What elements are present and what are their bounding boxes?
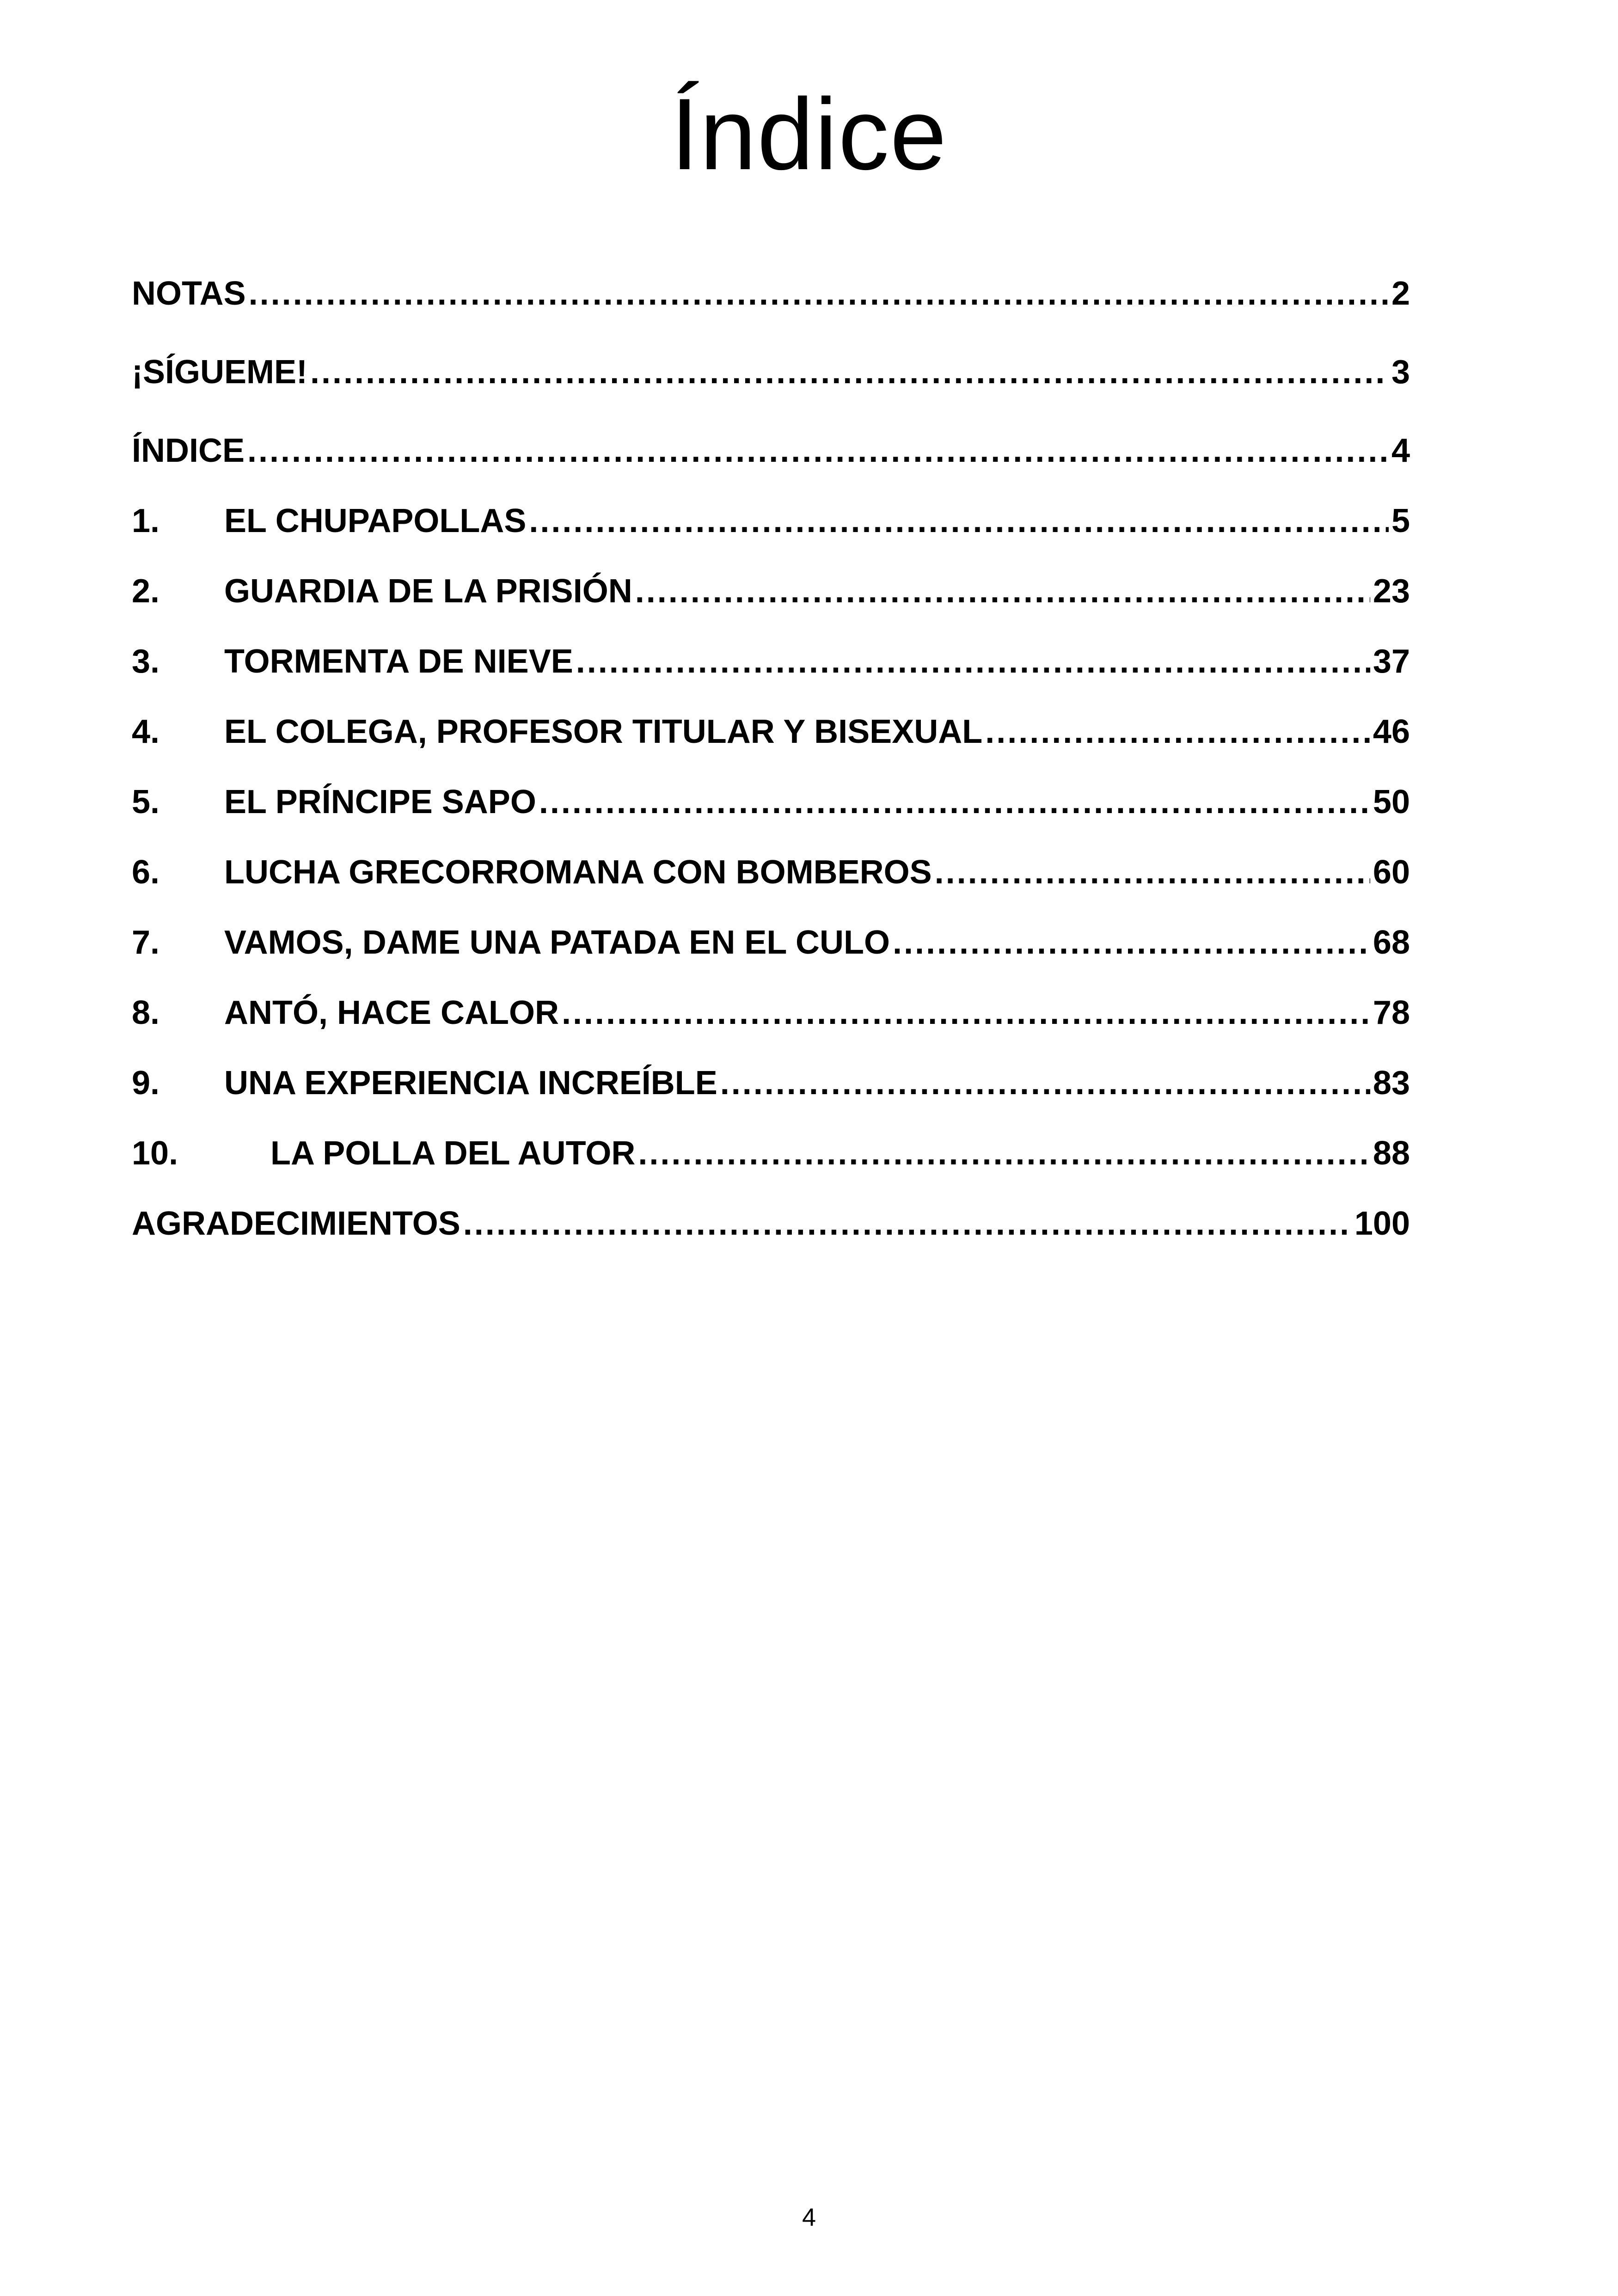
toc-entry-page: 2 bbox=[1391, 275, 1410, 312]
toc-entry-label: ÍNDICE bbox=[132, 432, 245, 469]
toc-entry-chapter-5[interactable] bbox=[132, 781, 1410, 823]
toc-entry-label: LUCHA GRECORROMANA CON BOMBEROS bbox=[224, 854, 932, 891]
toc-leader-dots bbox=[985, 711, 1370, 753]
toc-leader-dots bbox=[576, 641, 1370, 682]
toc-entry-label: ¡SÍGUEME! bbox=[132, 354, 308, 391]
toc-leader-dots bbox=[310, 351, 1389, 393]
toc-entry-chapter-1[interactable] bbox=[132, 500, 1410, 542]
toc-leader-dots bbox=[463, 1203, 1352, 1244]
toc-entry-chapter-6[interactable] bbox=[132, 851, 1410, 893]
toc-entry-chapter-4[interactable] bbox=[132, 711, 1410, 753]
page-title: Índice bbox=[670, 77, 948, 191]
toc-entry-label: EL COLEGA, PROFESOR TITULAR Y BISEXUAL bbox=[224, 713, 983, 750]
toc-leader-dots bbox=[720, 1062, 1370, 1104]
toc-entry-number: 5. bbox=[132, 784, 160, 820]
toc-entry-chapter-7[interactable] bbox=[132, 922, 1410, 963]
toc-entry-chapter-9[interactable] bbox=[132, 1062, 1410, 1104]
toc-leader-dots bbox=[539, 781, 1370, 823]
toc-entry-number: 6. bbox=[132, 854, 160, 891]
toc-leader-dots bbox=[529, 500, 1389, 542]
toc-entry-label: GUARDIA DE LA PRISIÓN bbox=[224, 573, 632, 610]
toc-leader-dots bbox=[562, 992, 1370, 1034]
toc-entry-page: 60 bbox=[1373, 854, 1410, 891]
toc-entry-number: 2. bbox=[132, 573, 160, 610]
toc-leader-dots bbox=[635, 570, 1370, 612]
page-number: 4 bbox=[802, 2204, 816, 2231]
toc-leader-dots bbox=[247, 430, 1389, 471]
toc-entry-chapter-10[interactable] bbox=[132, 1133, 1410, 1174]
toc-entry-page: 3 bbox=[1391, 354, 1410, 391]
toc-entry-number: 4. bbox=[132, 713, 160, 750]
toc-entry-sigueme[interactable] bbox=[132, 351, 1410, 393]
toc-entry-label: TORMENTA DE NIEVE bbox=[224, 643, 573, 680]
toc-entry-label: UNA EXPERIENCIA INCREÍBLE bbox=[224, 1065, 717, 1102]
toc-entry-page: 83 bbox=[1373, 1065, 1410, 1102]
toc-entry-label: AGRADECIMIENTOS bbox=[132, 1205, 460, 1242]
toc-leader-dots bbox=[893, 922, 1370, 963]
toc-entry-indice[interactable] bbox=[132, 430, 1410, 471]
toc-entry-label: EL PRÍNCIPE SAPO bbox=[224, 784, 536, 820]
toc-entry-agradecimientos[interactable] bbox=[132, 1203, 1410, 1244]
toc-leader-dots bbox=[249, 273, 1389, 314]
toc-entry-page: 78 bbox=[1373, 994, 1410, 1031]
toc-entry-chapter-2[interactable] bbox=[132, 570, 1410, 612]
toc-entry-page: 37 bbox=[1373, 643, 1410, 680]
toc-entry-page: 100 bbox=[1354, 1205, 1410, 1242]
toc-entry-page: 5 bbox=[1391, 502, 1410, 539]
toc-entry-label: VAMOS, DAME UNA PATADA EN EL CULO bbox=[224, 924, 890, 961]
toc-entry-page: 4 bbox=[1391, 432, 1410, 469]
toc-entry-number: 7. bbox=[132, 924, 160, 961]
toc-entry-number: 3. bbox=[132, 643, 160, 680]
toc-entry-label: NOTAS bbox=[132, 275, 246, 312]
toc-entry-page: 46 bbox=[1373, 713, 1410, 750]
toc-entry-number: 9. bbox=[132, 1065, 160, 1102]
toc-leader-dots bbox=[935, 851, 1370, 893]
toc-entry-page: 23 bbox=[1373, 573, 1410, 610]
toc-leader-dots bbox=[638, 1133, 1370, 1174]
toc-entry-chapter-8[interactable] bbox=[132, 992, 1410, 1034]
toc-entry-chapter-3[interactable] bbox=[132, 641, 1410, 682]
toc-entry-notas[interactable] bbox=[132, 273, 1410, 314]
toc-entry-label: EL CHUPAPOLLAS bbox=[224, 502, 527, 539]
toc-entry-page: 50 bbox=[1373, 784, 1410, 820]
toc-entry-page: 88 bbox=[1373, 1135, 1410, 1172]
toc-entry-label: LA POLLA DEL AUTOR bbox=[270, 1135, 636, 1172]
toc-entry-label: ANTÓ, HACE CALOR bbox=[224, 994, 559, 1031]
toc-entry-number: 8. bbox=[132, 994, 160, 1031]
toc-entry-page: 68 bbox=[1373, 924, 1410, 961]
toc-entry-number: 1. bbox=[132, 502, 160, 539]
toc-entry-number: 10. bbox=[132, 1135, 178, 1172]
